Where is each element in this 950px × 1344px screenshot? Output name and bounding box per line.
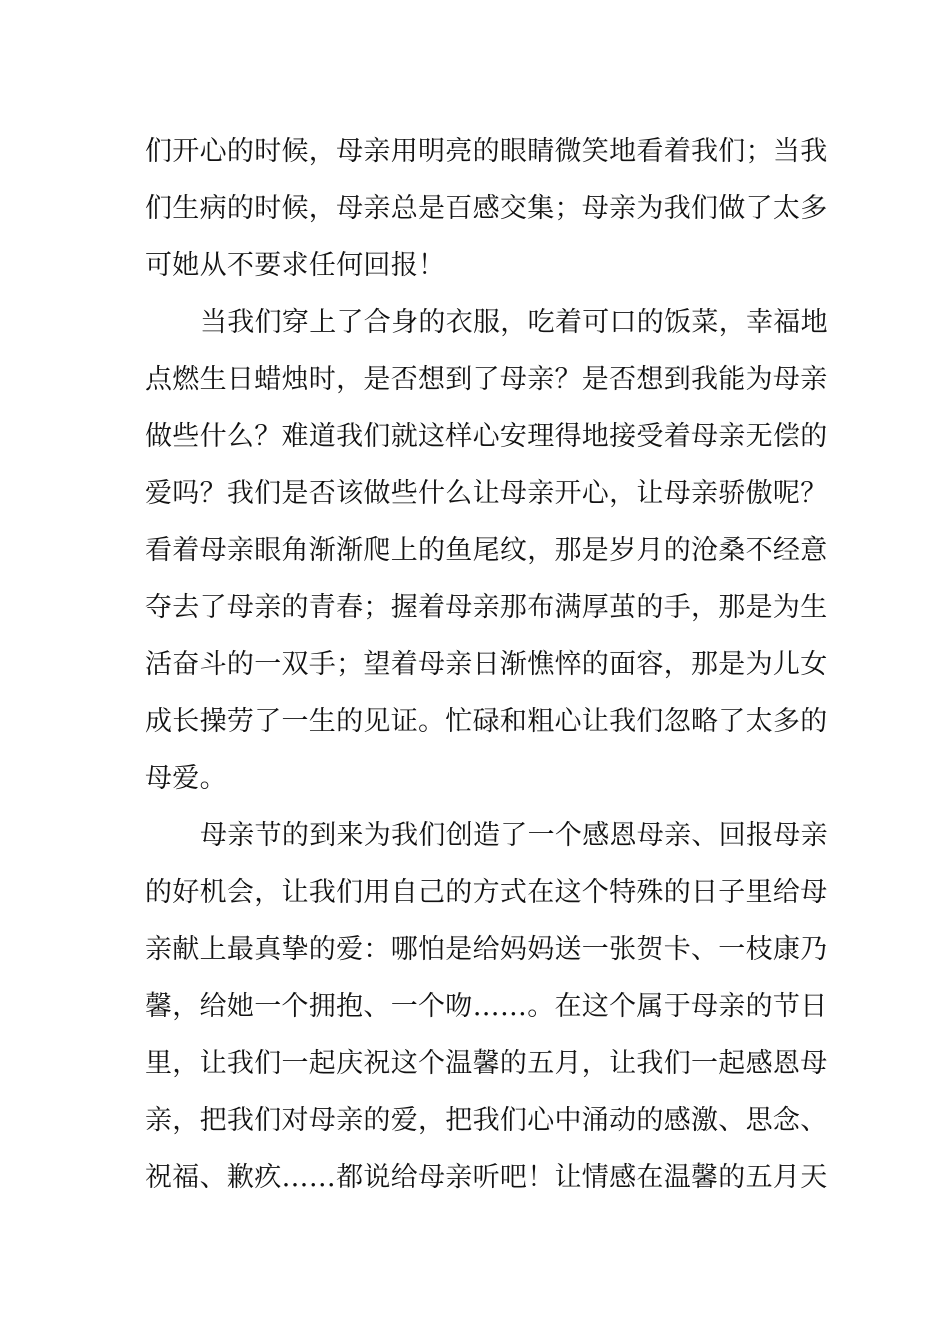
text-line: 母爱。 [145,763,227,794]
text-line: 亲献上最真挚的爱：哪怕是给妈妈送一张贺卡、一枝康乃 [145,934,828,965]
text-line: 里，让我们一起庆祝这个温馨的五月，让我们一起感恩母 [145,1048,828,1079]
text-line: 的好机会，让我们用自己的方式在这个特殊的日子里给母 [145,877,828,908]
text-line: 点燃生日蜡烛时，是否想到了母亲？是否想到我能为母亲 [145,364,828,395]
paragraph-first-line: 母亲节的到来为我们创造了一个感恩母亲、回报母亲 [200,820,828,851]
text-line: 可她从不要求任何回报！ [145,250,446,281]
text-line: 做些什么？难道我们就这样心安理得地接受着母亲无偿的 [145,421,828,452]
text-line: 们开心的时候，母亲用明亮的眼睛微笑地看着我们；当我 [145,136,828,167]
text-line: 们生病的时候，母亲总是百感交集；母亲为我们做了太多 [145,193,828,224]
text-line: 馨，给她一个拥抱、一个吻……。在这个属于母亲的节日 [145,991,828,1022]
text-line: 亲，把我们对母亲的爱，把我们心中涌动的感激、思念、 [145,1105,828,1136]
paragraph-first-line: 当我们穿上了合身的衣服，吃着可口的饭菜，幸福地 [200,307,828,338]
text-line: 爱吗？我们是否该做些什么让母亲开心，让母亲骄傲呢？ [145,478,828,509]
text-line: 看着母亲眼角渐渐爬上的鱼尾纹，那是岁月的沧桑不经意 [145,535,828,566]
text-line: 夺去了母亲的青春；握着母亲那布满厚茧的手，那是为生 [145,592,828,623]
text-line: 祝福、歉疚……都说给母亲听吧！让情感在温馨的五月天 [145,1162,828,1193]
text-line: 成长操劳了一生的见证。忙碌和粗心让我们忽略了太多的 [145,706,828,737]
text-line: 活奋斗的一双手；望着母亲日渐憔悴的面容，那是为儿女 [145,649,828,680]
